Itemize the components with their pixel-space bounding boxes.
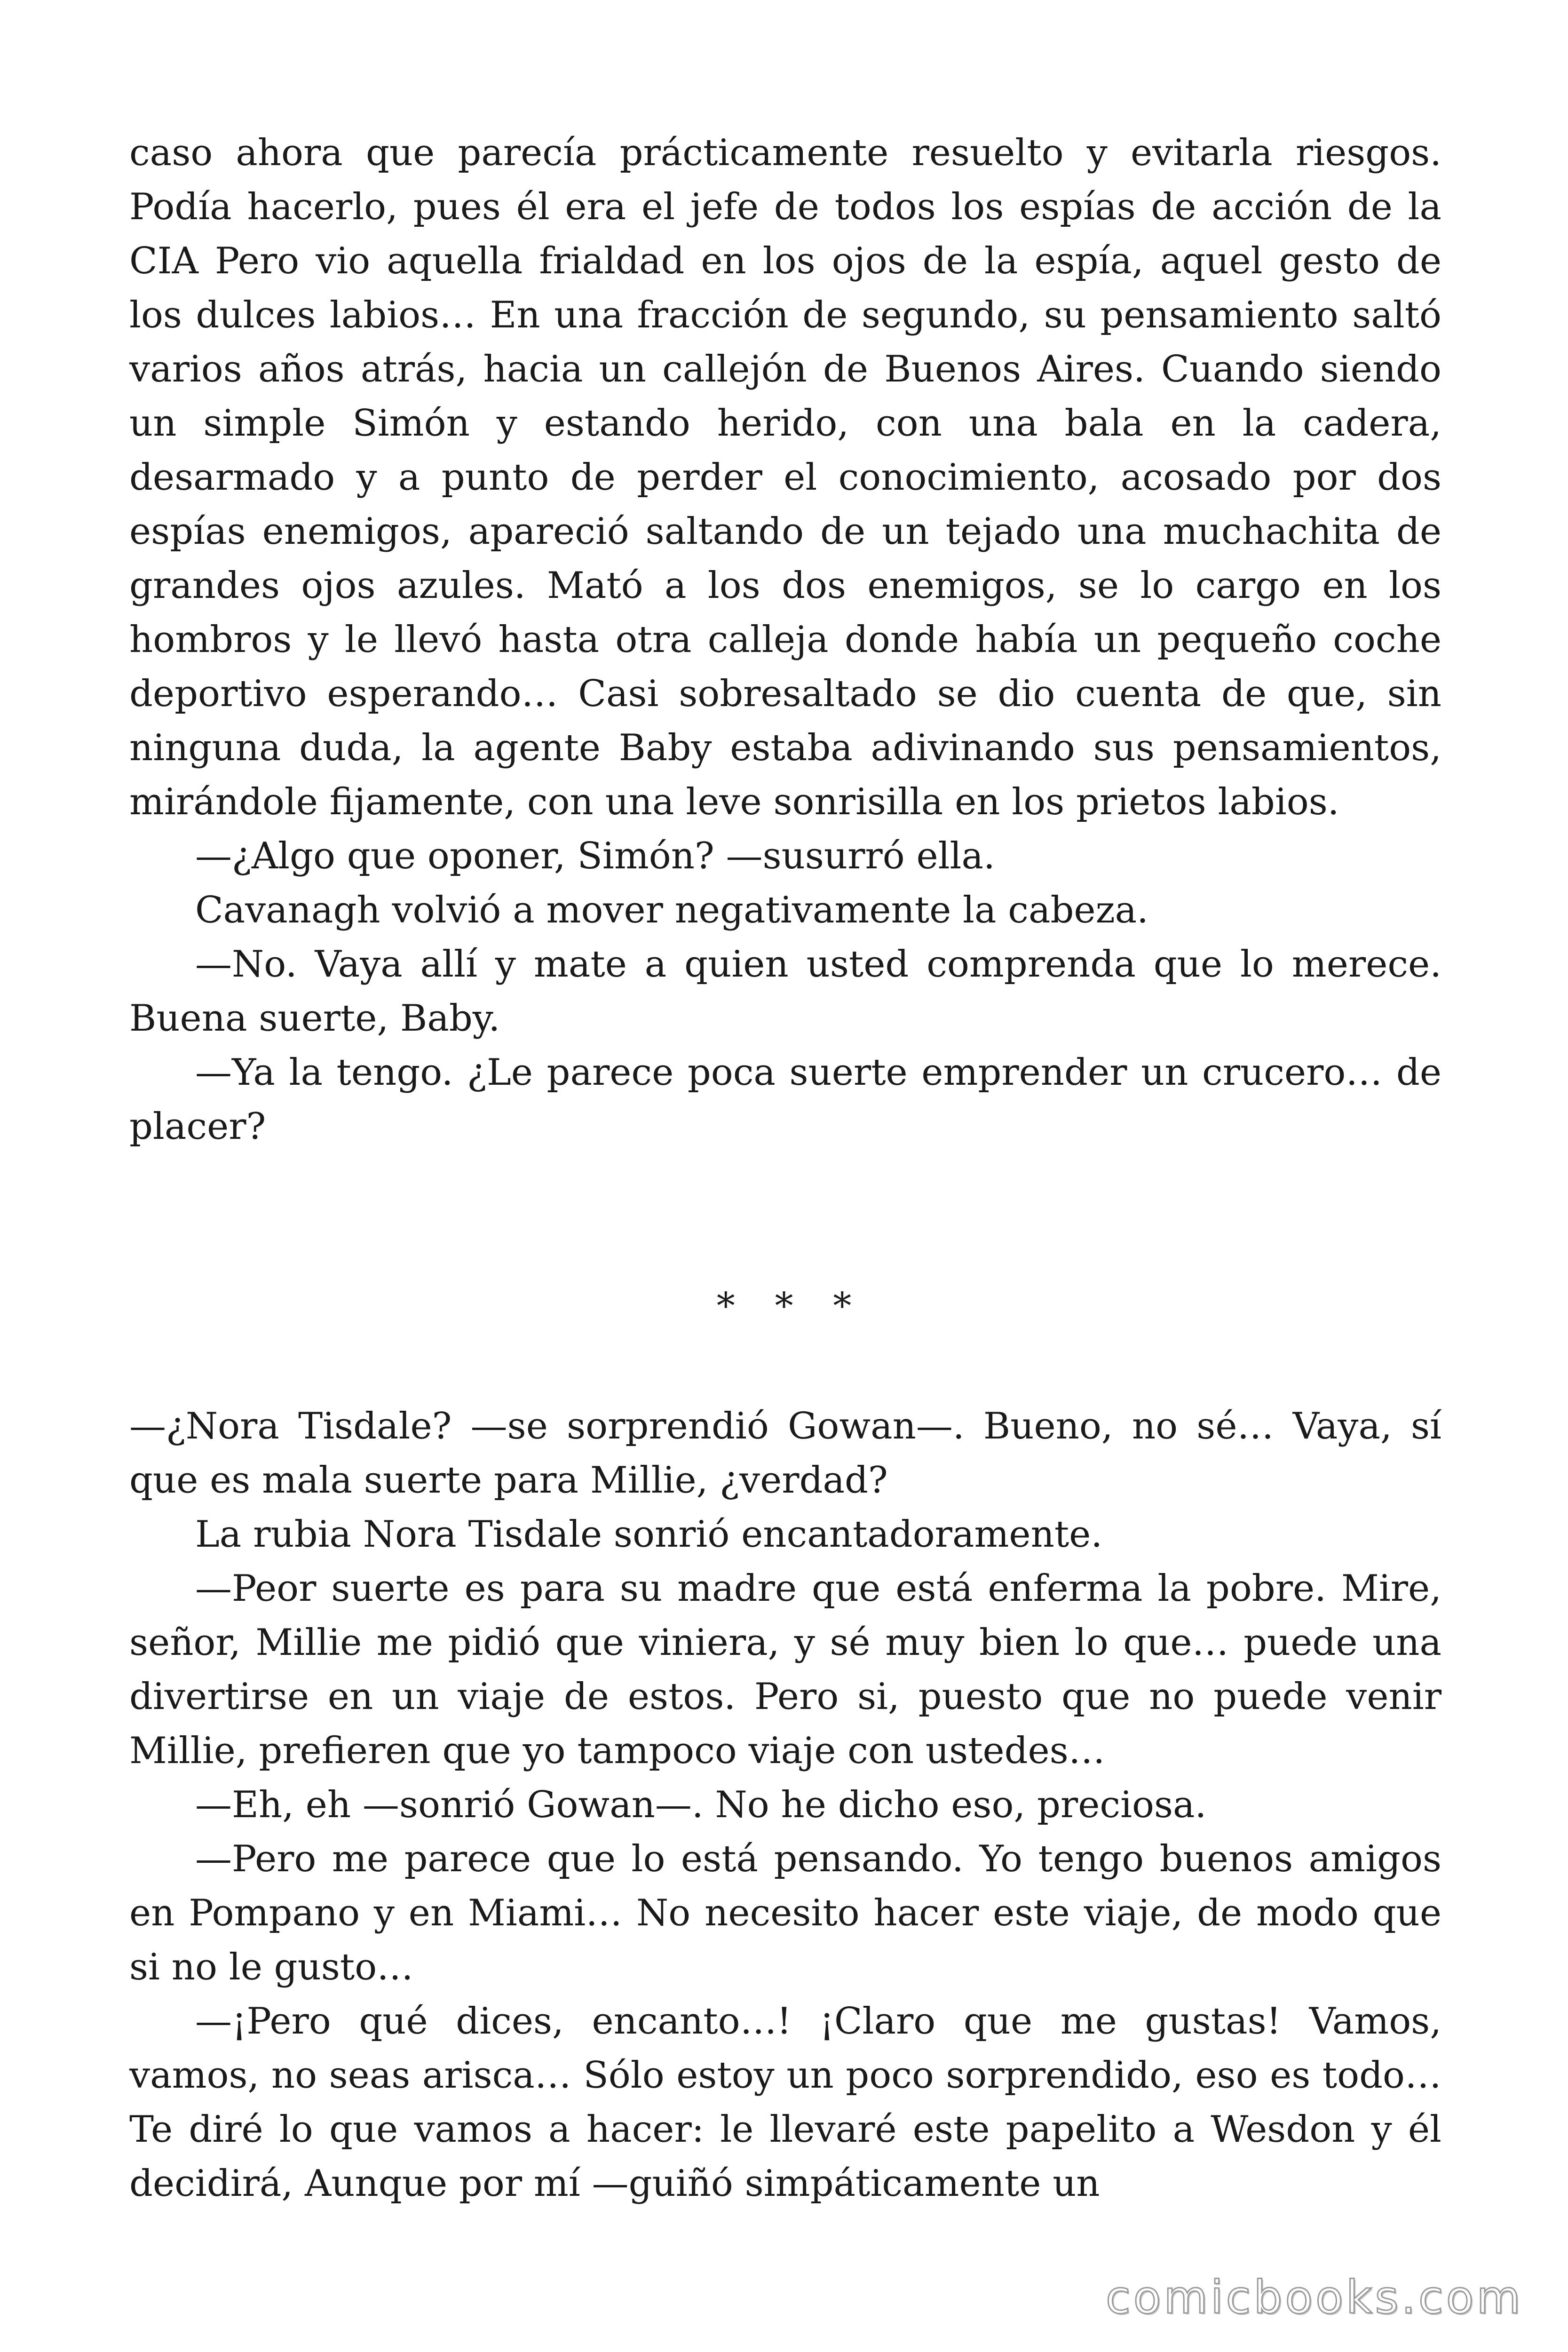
paragraph: —Ya la tengo. ¿Le parece poca suerte emprender un crucero… de placer? [129,1051,1441,1148]
paragraph: —Peor suerte es para su madre que está enferma la pobre. Mire, señor, Millie me pidió que viniera, y sé muy bien lo que… puede una divertirse en un viaje de estos. Pero si, puesto que no puede venir Millie, prefieren que yo tampoco viaje con ustedes… [129,1567,1441,1772]
scene-separator: * * * [716,1285,866,1327]
paragraph: caso ahora que parecía prácticamente resuelto y evitarla riesgos. Podía hacerlo, pues él era el jefe de todos los espías de acción de la CIA Pero vio aquella frialdad en los ojos de la espía, aquel gesto de los dulces labios… En una fracción de segundo, su pensamiento saltó varios años atrás, hacia un callejón de Buenos Aires. Cuando siendo un simple Simón y estando herido, con una bala en la cadera, desarmado y a punto de perder el conocimiento, acosado por dos espías enemigos, apareció saltando de un tejado una muchachita de grandes ojos azules. Mató a los dos enemigos, se lo cargo en los hombros y le llevó hasta otra calleja donde había un pequeño coche deportivo esperando… Casi sobresaltado se dio cuenta de que, sin ninguna duda, la agente Baby estaba adivinando sus pensamientos, mirándole fijamente, con una leve sonrisilla en los prietos labios. [129,132,1441,823]
paragraph: Cavanagh volvió a mover negativamente la cabeza. [195,889,1148,931]
paragraph: La rubia Nora Tisdale sonrió encantadoramente. [195,1513,1103,1556]
paragraph: —Eh, eh —sonrió Gowan—. No he dicho eso, preciosa. [195,1784,1207,1826]
paragraph: —¿Nora Tisdale? —se sorprendió Gowan—. Bueno, no sé… Vaya, sí que es mala suerte para Millie, ¿verdad? [129,1405,1441,1502]
text-block-bottom [129,1399,1441,2211]
paragraph: —No. Vaya allí y mate a quien usted comprenda que lo merece. Buena suerte, Baby. [129,943,1441,1040]
paragraph: —¿Algo que oponer, Simón? —susurró ella. [195,835,995,877]
paragraph: —Pero me parece que lo está pensando. Yo tengo buenos amigos en Pompano y en Miami… No necesito hacer este viaje, de modo que si no le gusto… [129,1838,1441,1988]
paragraph: —¡Pero qué dices, encanto…! ¡Claro que me gustas! Vamos, vamos, no seas arisca… Sólo estoy un poco sorprendido, eso es todo… Te diré lo que vamos a hacer: le llevaré este papelito a Wesdon y él decidirá, Aunque por mí —guiñó simpáticamente un [129,2000,1441,2205]
watermark-logo: comicbooks.com [1105,2271,1523,2324]
text-block-top [129,126,1441,1154]
